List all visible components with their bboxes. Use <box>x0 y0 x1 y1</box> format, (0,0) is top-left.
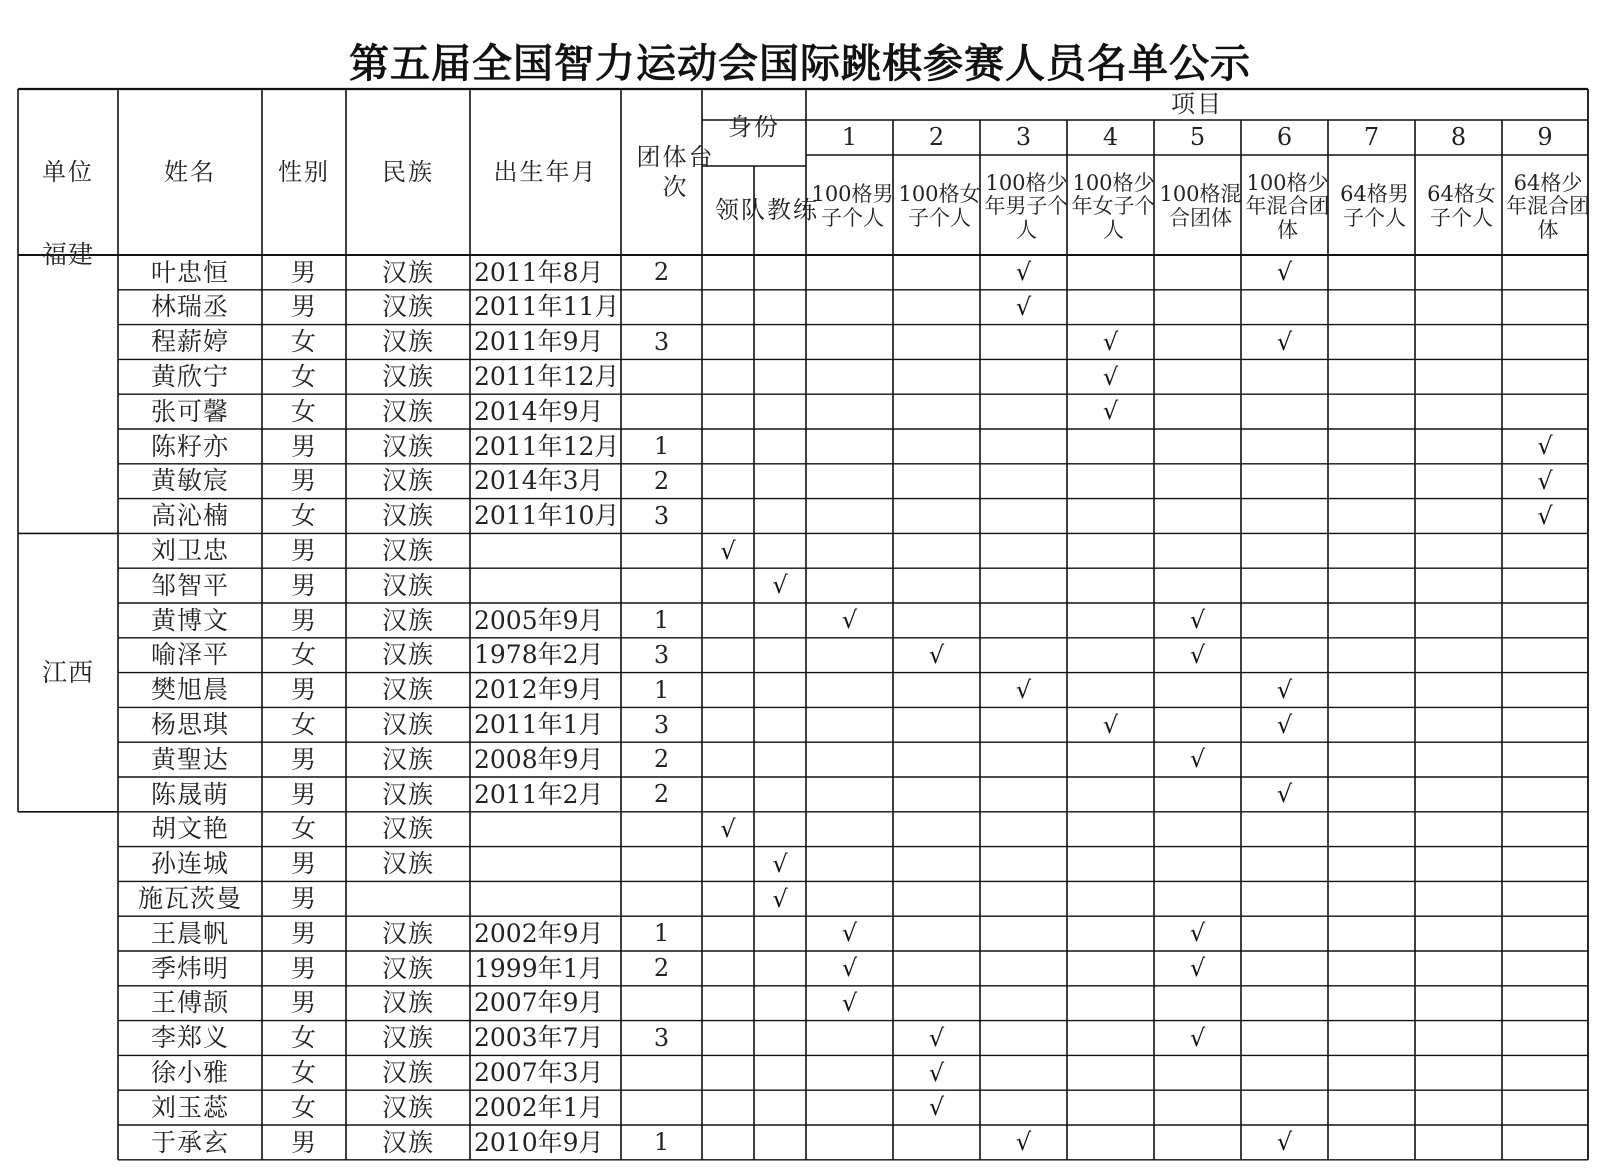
event-3-check-mark: √ <box>1015 258 1032 287</box>
event-5-check-mark: √ <box>1189 919 1206 948</box>
participant-name: 黄聖达 <box>150 744 229 774</box>
event-1-check-mark: √ <box>841 989 858 1017</box>
participant-name: 樊旭晨 <box>150 675 229 705</box>
participant-team-rank: 3 <box>653 710 670 739</box>
event-6-check-mark: √ <box>1276 1128 1293 1157</box>
unit-cell: 福建 <box>41 241 94 269</box>
participant-ethnicity: 汉族 <box>381 988 434 1018</box>
event-number-1: 1 <box>841 123 858 152</box>
participant-birth: 2011年12月 <box>474 362 620 392</box>
header-gender: 性别 <box>278 157 330 186</box>
participant-gender: 女 <box>290 1023 317 1053</box>
participant-name: 林瑞丞 <box>150 292 229 322</box>
participant-gender: 男 <box>290 605 317 635</box>
participant-gender: 男 <box>290 953 317 983</box>
participant-gender: 男 <box>290 744 317 774</box>
event-1-check-mark: √ <box>841 606 858 635</box>
participant-ethnicity: 汉族 <box>381 292 434 322</box>
coach-check-mark: √ <box>772 571 788 600</box>
event-1-check-mark: √ <box>841 919 858 948</box>
participant-name: 黄博文 <box>150 605 229 635</box>
participant-gender: 女 <box>290 501 317 531</box>
participant-name: 于承玄 <box>150 1127 229 1157</box>
event-label-4: 100格少年女子个人 <box>1071 170 1156 242</box>
participant-team-rank <box>621 881 702 916</box>
participant-birth: 2002年9月 <box>474 918 604 948</box>
header-birth: 出生年月 <box>493 157 598 186</box>
participant-birth: 2014年9月 <box>474 396 604 426</box>
participant-ethnicity: 汉族 <box>381 466 434 496</box>
participant-gender: 女 <box>290 640 317 670</box>
participant-team-rank: 1 <box>653 675 670 704</box>
participant-ethnicity: 汉族 <box>381 710 434 740</box>
participant-name: 徐小雅 <box>150 1058 229 1088</box>
event-3-check-mark: √ <box>1015 1128 1032 1157</box>
participant-gender: 女 <box>290 327 317 357</box>
participant-gender: 男 <box>290 849 317 879</box>
header-events-group: 项目 <box>1171 90 1223 119</box>
participant-team-rank <box>621 359 702 394</box>
participant-name: 杨思琪 <box>150 710 229 740</box>
participant-birth: 2002年1月 <box>474 1092 604 1122</box>
participant-name: 刘卫忠 <box>150 536 229 566</box>
participant-name: 高沁楠 <box>150 501 229 531</box>
participant-name: 施瓦茨曼 <box>137 884 242 914</box>
participant-ethnicity: 汉族 <box>381 536 434 566</box>
participant-team-rank: 3 <box>653 1023 670 1052</box>
participant-ethnicity: 汉族 <box>381 744 434 774</box>
event-5-check-mark: √ <box>1189 745 1206 774</box>
participant-birth: 2008年9月 <box>474 744 604 774</box>
event-label-9: 64格少年混合团体 <box>1506 170 1590 242</box>
participant-name: 邹智平 <box>150 570 229 600</box>
header-identity: 身份 <box>728 113 780 142</box>
participant-name: 张可馨 <box>150 396 229 426</box>
event-6-check-mark: √ <box>1276 258 1293 287</box>
participant-birth: 2011年11月 <box>474 292 620 322</box>
participant-team-rank: 3 <box>653 327 670 356</box>
event-5-check-mark: √ <box>1189 954 1206 983</box>
participant-gender: 男 <box>290 431 317 461</box>
participant-name: 李郑义 <box>150 1023 229 1053</box>
participant-team-rank <box>621 812 702 847</box>
event-number-7: 7 <box>1363 123 1380 152</box>
leader-check-mark: √ <box>720 815 736 843</box>
participant-birth: 2005年9月 <box>474 605 604 635</box>
participant-gender: 男 <box>290 466 317 496</box>
event-6-check-mark: √ <box>1276 710 1293 739</box>
event-4-check-mark: √ <box>1102 362 1119 391</box>
participant-team-rank: 2 <box>653 954 670 983</box>
participant-team-rank: 2 <box>653 780 670 809</box>
participant-gender: 女 <box>290 1092 317 1122</box>
participant-birth <box>470 812 625 847</box>
participant-team-rank: 1 <box>653 919 670 948</box>
participant-ethnicity: 汉族 <box>381 640 434 670</box>
participant-birth: 2012年9月 <box>474 675 604 705</box>
header-ethnicity: 民族 <box>382 157 434 186</box>
participant-ethnicity: 汉族 <box>381 431 434 461</box>
header-coach: 教练 <box>767 195 819 224</box>
participant-ethnicity: 汉族 <box>381 501 434 531</box>
event-6-check-mark: √ <box>1276 327 1293 356</box>
event-2-check-mark: √ <box>928 1093 945 1122</box>
event-number-5: 5 <box>1189 123 1206 152</box>
participant-ethnicity: 汉族 <box>381 1058 434 1088</box>
unit-cell <box>18 812 118 1160</box>
unit-cell: 江西 <box>41 657 94 687</box>
participant-birth: 2014年3月 <box>474 466 604 496</box>
event-2-check-mark: √ <box>928 1023 945 1052</box>
event-label-3: 100格少年男子个人 <box>984 170 1069 242</box>
header-name: 姓名 <box>164 157 216 186</box>
event-9-check-mark: √ <box>1537 467 1553 495</box>
participant-birth: 2007年9月 <box>474 988 604 1018</box>
header-unit: 单位 <box>42 157 94 186</box>
participant-team-rank: 2 <box>653 745 670 774</box>
event-6-check-mark: √ <box>1276 780 1293 809</box>
event-number-4: 4 <box>1102 123 1119 152</box>
participant-birth: 1978年2月 <box>474 640 604 670</box>
event-number-3: 3 <box>1015 123 1032 152</box>
participant-team-rank: 3 <box>653 641 670 669</box>
participant-ethnicity: 汉族 <box>381 814 434 844</box>
participant-name: 刘玉蕊 <box>150 1092 229 1122</box>
event-label-7: 64格男子个人 <box>1340 182 1409 230</box>
participant-team-rank: 2 <box>653 258 670 287</box>
participant-ethnicity: 汉族 <box>381 257 434 287</box>
participant-gender: 男 <box>290 675 317 705</box>
participant-team-rank: 2 <box>653 467 670 495</box>
participant-team-rank: 3 <box>653 501 670 530</box>
participant-birth <box>470 881 625 916</box>
event-4-check-mark: √ <box>1102 327 1119 356</box>
participant-gender: 男 <box>290 918 317 948</box>
event-4-check-mark: √ <box>1102 710 1119 739</box>
event-9-check-mark: √ <box>1537 501 1553 530</box>
event-label-1: 100格男子个人 <box>811 182 894 230</box>
participant-gender: 男 <box>290 1127 317 1157</box>
participant-birth: 2010年9月 <box>474 1127 604 1157</box>
coach-check-mark: √ <box>772 849 788 878</box>
participant-name: 陈晟萌 <box>150 779 229 809</box>
event-label-5: 100格混合团体 <box>1159 182 1242 230</box>
participant-gender: 女 <box>290 396 317 426</box>
participant-gender: 男 <box>290 292 317 322</box>
participant-gender: 男 <box>290 570 317 600</box>
participant-birth: 1999年1月 <box>474 953 604 983</box>
participant-birth: 2007年3月 <box>474 1058 604 1088</box>
participant-team-rank: 1 <box>653 606 670 635</box>
participant-ethnicity <box>346 881 470 916</box>
leader-check-mark: √ <box>720 536 736 565</box>
participant-ethnicity: 汉族 <box>381 362 434 392</box>
participant-gender: 女 <box>290 814 317 844</box>
event-9-check-mark: √ <box>1537 432 1553 461</box>
participant-name: 黄欣宁 <box>150 362 229 392</box>
participant-birth <box>470 847 625 882</box>
participant-gender: 男 <box>290 257 317 287</box>
event-2-check-mark: √ <box>928 1058 945 1087</box>
participant-gender: 男 <box>290 536 317 566</box>
participant-birth: 2011年12月 <box>474 431 620 461</box>
participant-ethnicity: 汉族 <box>381 1092 434 1122</box>
event-4-check-mark: √ <box>1102 397 1119 426</box>
event-5-check-mark: √ <box>1189 606 1206 635</box>
participant-team-rank <box>621 847 702 882</box>
participant-ethnicity: 汉族 <box>381 953 434 983</box>
participant-name: 叶忠恒 <box>150 257 229 287</box>
participant-team-rank <box>621 568 702 603</box>
event-3-check-mark: √ <box>1015 293 1032 321</box>
event-6-check-mark: √ <box>1276 675 1293 704</box>
participant-birth <box>470 533 625 568</box>
event-number-6: 6 <box>1276 123 1293 152</box>
participant-birth: 2003年7月 <box>474 1023 604 1053</box>
participant-ethnicity: 汉族 <box>381 396 434 426</box>
participant-name: 王晨帆 <box>150 918 229 948</box>
event-label-2: 100格女子个人 <box>898 182 981 230</box>
event-5-check-mark: √ <box>1189 641 1206 669</box>
participant-ethnicity: 汉族 <box>381 570 434 600</box>
participant-team-rank: 1 <box>653 1128 670 1157</box>
participant-ethnicity: 汉族 <box>381 605 434 635</box>
participant-birth <box>470 568 625 603</box>
participant-name: 程薪婷 <box>150 327 229 357</box>
participant-ethnicity: 汉族 <box>381 1127 434 1157</box>
participant-name: 黄敏宸 <box>150 466 229 496</box>
participant-gender: 男 <box>290 779 317 809</box>
participant-birth: 2011年8月 <box>474 257 604 287</box>
participant-name: 孙连城 <box>150 849 229 879</box>
participant-team-rank <box>621 1055 702 1090</box>
event-2-check-mark: √ <box>928 641 945 669</box>
coach-check-mark: √ <box>772 884 788 913</box>
participant-ethnicity: 汉族 <box>381 327 434 357</box>
participant-ethnicity: 汉族 <box>381 1023 434 1053</box>
participant-birth: 2011年2月 <box>474 779 604 809</box>
participant-name: 胡文艳 <box>150 814 229 844</box>
event-number-8: 8 <box>1450 123 1467 152</box>
participant-birth: 2011年1月 <box>474 710 604 740</box>
event-label-8: 64格女子个人 <box>1427 182 1496 230</box>
event-5-check-mark: √ <box>1189 1023 1206 1052</box>
header-leader: 领队 <box>715 195 767 224</box>
header-team-rank: 团体台次 <box>636 143 715 201</box>
participant-ethnicity: 汉族 <box>381 675 434 705</box>
page-title: 第五届全国智力运动会国际跳棋参赛人员名单公示 <box>349 41 1251 87</box>
participant-name: 季炜明 <box>150 953 229 983</box>
participant-gender: 男 <box>290 988 317 1018</box>
event-3-check-mark: √ <box>1015 675 1032 704</box>
event-number-2: 2 <box>928 123 945 152</box>
participant-name: 喻泽平 <box>150 640 229 670</box>
participant-team-rank <box>621 533 702 568</box>
participant-ethnicity: 汉族 <box>381 918 434 948</box>
participant-team-rank <box>621 394 702 429</box>
participant-gender: 女 <box>290 710 317 740</box>
participant-team-rank <box>621 986 702 1021</box>
participant-birth: 2011年9月 <box>474 327 604 357</box>
participant-gender: 女 <box>290 362 317 392</box>
participant-team-rank: 1 <box>653 432 670 461</box>
event-1-check-mark: √ <box>841 954 858 983</box>
participant-name: 王傅颉 <box>150 988 229 1018</box>
participant-birth: 2011年10月 <box>474 501 620 531</box>
participant-gender: 男 <box>290 884 317 914</box>
participant-gender: 女 <box>290 1058 317 1088</box>
participant-ethnicity: 汉族 <box>381 849 434 879</box>
participant-team-rank <box>621 1090 702 1125</box>
event-label-6: 100格少年混合团体 <box>1245 170 1330 242</box>
event-number-9: 9 <box>1537 123 1553 152</box>
participant-team-rank <box>621 290 702 325</box>
participant-ethnicity: 汉族 <box>381 779 434 809</box>
participant-name: 陈籽亦 <box>150 431 229 461</box>
